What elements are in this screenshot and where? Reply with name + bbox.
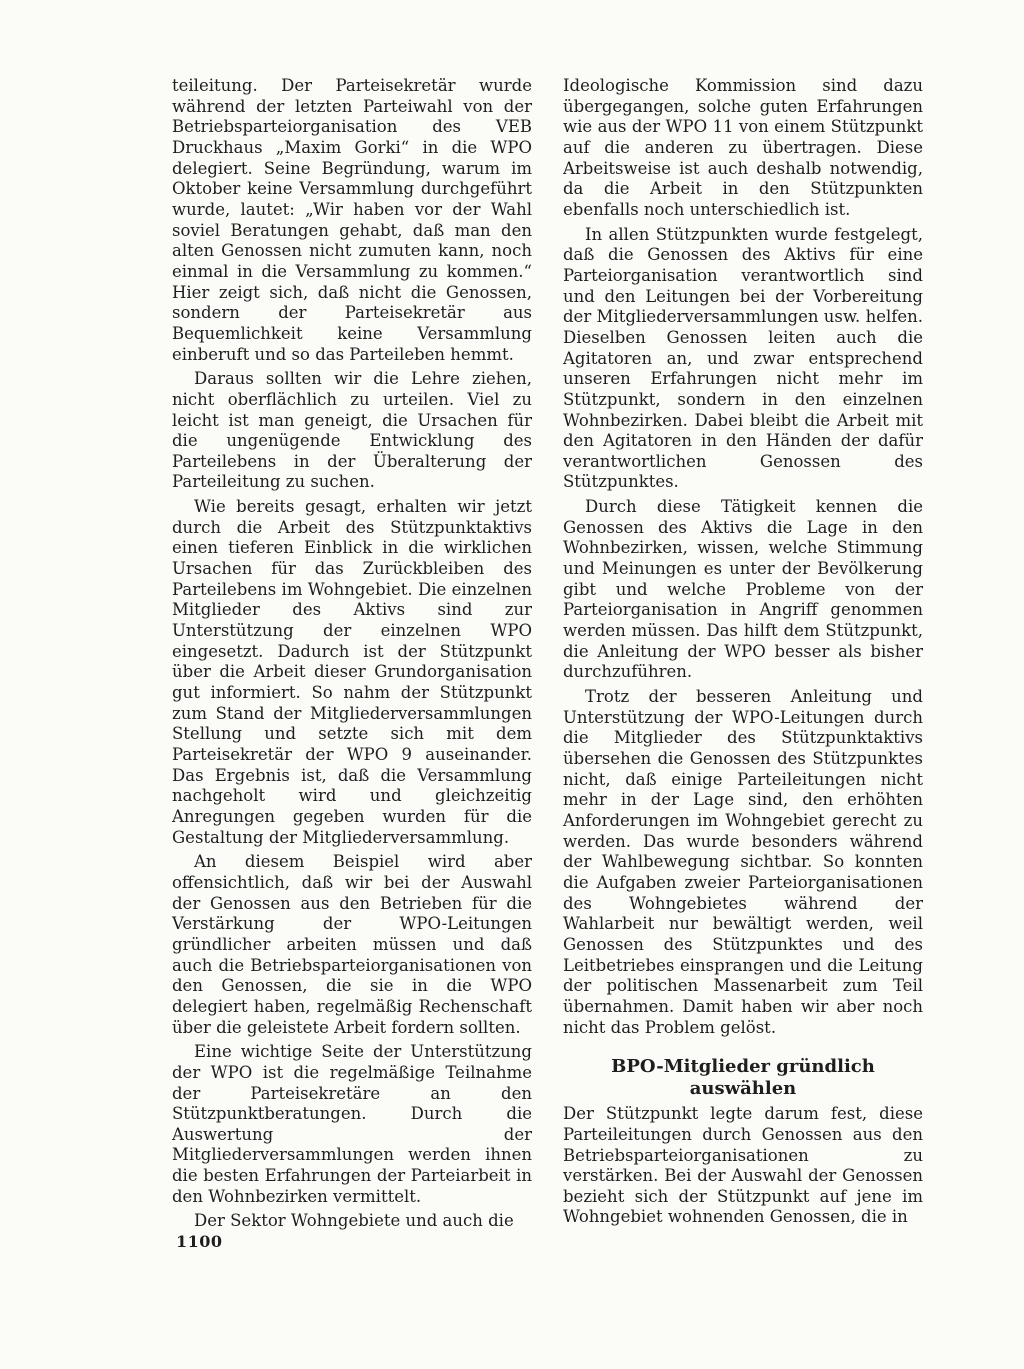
- paragraph: Ideologische Kommission sind dazu übergegangen, solche guten Erfahrungen wie aus der WPO 11 von einem Stützpunkt auf die anderen zu übertragen. Diese Arbeitsweise ist auch deshalb notwendig, da die Arbeit in den Stützpunkten ebenfalls noch unterschiedlich ist.: [563, 76, 923, 219]
- paragraph: Wie bereits gesagt, erhalten wir jetzt durch die Arbeit des Stützpunktaktivs einen tieferen Einblick in die wirklichen Ursachen für das Zurückbleiben des Parteilebens im Wohngebiet. Die einzelnen Mitglieder des Aktivs sind zur Unterstützung der einzelnen WPO eingesetzt. Dadurch ist der Stützpunkt über die Arbeit dieser Grundorganisation gut informiert. So nahm der Stützpunkt zum Stand der Mitgliederversammlungen Stellung und setzte sich mit dem Parteisekretär der WPO 9 auseinander. Das Ergebnis ist, daß die Versammlung nachgeholt wird und gleichzeitig Anregungen gegeben wurden für die Gestaltung der Mitgliederversammlung.: [172, 497, 532, 847]
- page-number: 1100: [176, 1232, 223, 1251]
- section-heading: BPO-Mitglieder gründlich auswählen: [611, 1056, 875, 1100]
- left-column: [172, 76, 532, 1236]
- paragraph: Durch diese Tätigkeit kennen die Genossen des Aktivs die Lage in den Wohnbezirken, wissen, welche Stimmung und Meinungen es unter der Bevölkerung gibt und welche Probleme von der Parteiorganisation in Angriff genommen werden müssen. Das hilft dem Stützpunkt, die Anleitung der WPO besser als bisher durchzuführen.: [563, 497, 923, 682]
- paragraph: Der Sektor Wohngebiete und auch die: [194, 1211, 514, 1231]
- paragraph: Der Stützpunkt legte darum fest, diese Parteileitungen durch Genossen aus den Betriebsparteiorganisationen zu verstärken. Bei der Auswahl der Genossen bezieht sich der Stützpunkt auf jene im Wohngebiet wohnenden Genossen, die in: [563, 1104, 923, 1227]
- paragraph: Eine wichtige Seite der Unterstützung der WPO ist die regelmäßige Teilnahme der Parteisekretäre an den Stützpunktberatungen. Durch die Auswertung der Mitgliederversammlungen werden ihnen die besten Erfahrungen der Parteiarbeit in den Wohnbezirken vermittelt.: [172, 1042, 532, 1206]
- paragraph: Trotz der besseren Anleitung und Unterstützung der WPO-Leitungen durch die Mitglieder des Stützpunktaktivs übersehen die Genossen des Stützpunktes nicht, daß einige Parteileitungen nicht mehr in der Lage sind, den erhöhten Anforderungen im Wohngebiet gerecht zu werden. Das wurde besonders während der Wahlbewegung sichtbar. So konnten die Aufgaben zweier Parteiorganisationen des Wohngebietes während der Wahlarbeit nur bewältigt werden, weil Genossen des Stützpunktes und des Leitbetriebes einsprangen und die Leitung der politischen Massenarbeit zum Teil übernahmen. Damit haben wir aber noch nicht das Problem gelöst.: [563, 687, 923, 1037]
- right-column: [563, 76, 923, 1232]
- paragraph: In allen Stützpunkten wurde festgelegt, daß die Genossen des Aktivs für eine Parteiorganisation verantwortlich sind und den Leitungen bei der Vorbereitung der Mitgliederversammlungen usw. helfen. Dieselben Genossen leiten auch die Agitatoren an, und zwar entsprechend unseren Erfahrungen nicht mehr im Stützpunkt, sondern in den einzelnen Wohnbezirken. Dabei bleibt die Arbeit mit den Agitatoren in den Händen der dafür verantwortlichen Genossen des Stützpunktes.: [563, 224, 923, 492]
- paragraph: teileitung. Der Parteisekretär wurde während der letzten Parteiwahl von der Betriebsparteiorganisation des VEB Druckhaus „Maxim Gorki“ in die WPO delegiert. Seine Begründung, warum im Oktober keine Versammlung durchgeführt wurde, lautet: „Wir haben vor der Wahl soviel Beratungen gehabt, daß man den alten Genossen nicht zumuten kann, noch einmal in die Versammlung zu kommen.“ Hier zeigt sich, daß nicht die Genossen, sondern der Parteisekretär aus Bequemlichkeit keine Versammlung einberuft und so das Parteileben hemmt.: [172, 76, 532, 364]
- paragraph: An diesem Beispiel wird aber offensichtlich, daß wir bei der Auswahl der Genossen aus den Betrieben für die Verstärkung der WPO-Leitungen gründlicher arbeiten müssen und daß auch die Betriebsparteiorganisationen von den Genossen, die sie in die WPO delegiert haben, regelmäßig Rechenschaft über die geleistete Arbeit fordern sollten.: [172, 852, 532, 1037]
- paragraph: Daraus sollten wir die Lehre ziehen, nicht oberflächlich zu urteilen. Viel zu leicht ist man geneigt, die Ursachen für die ungenügende Entwicklung des Parteilebens in der Überalterung der Parteileitung zu suchen.: [172, 369, 532, 492]
